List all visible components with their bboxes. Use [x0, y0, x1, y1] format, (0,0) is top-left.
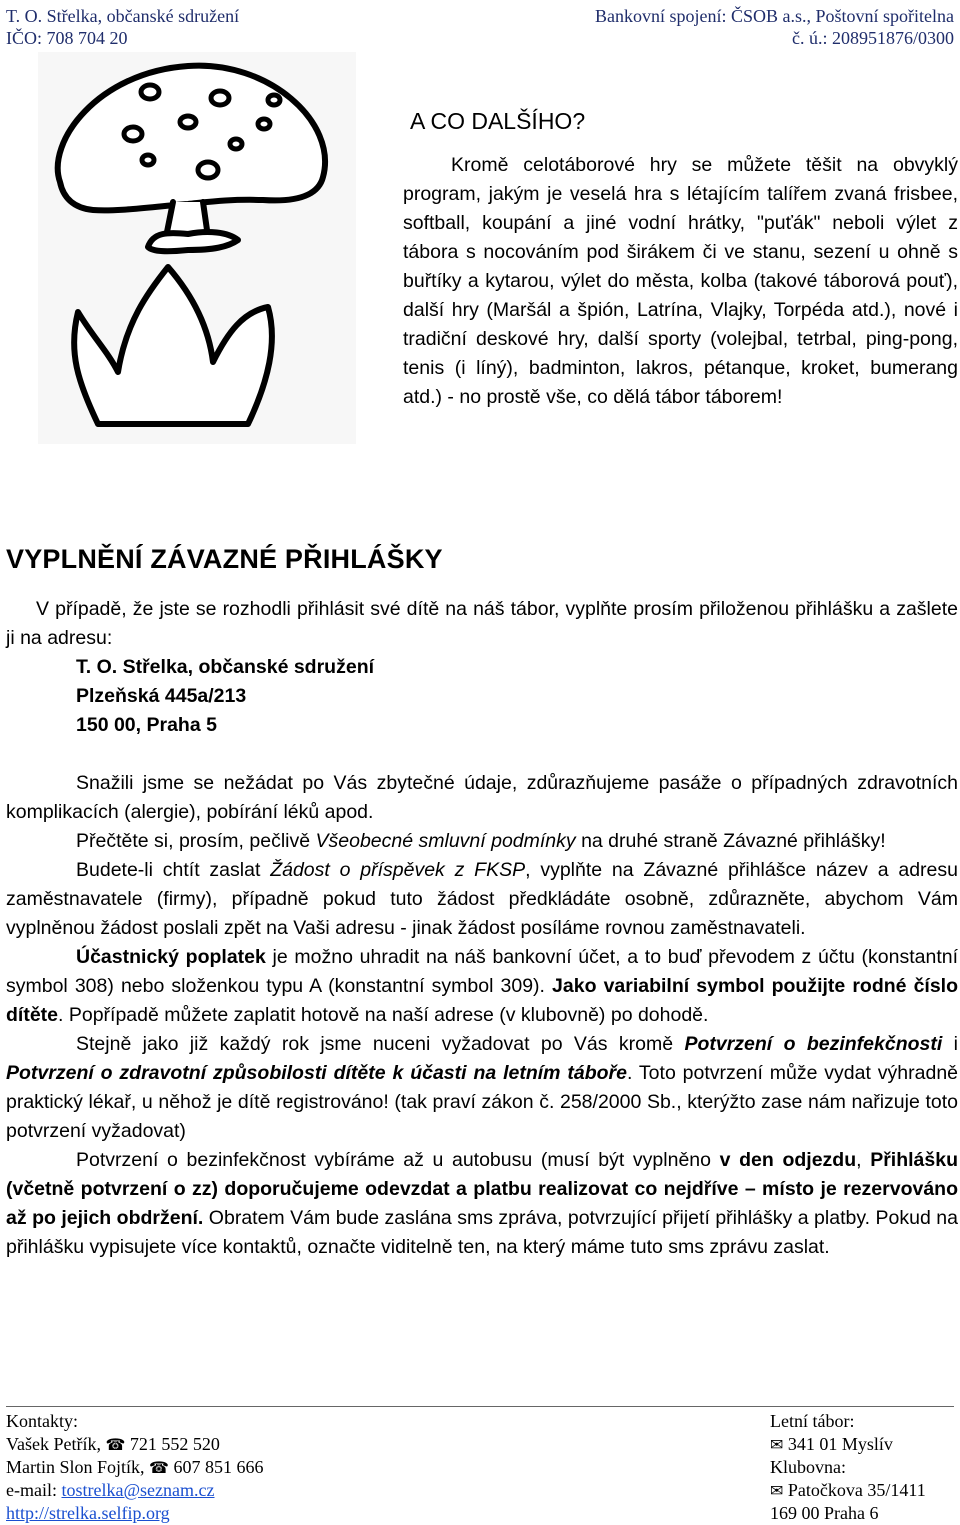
footer-divider: [6, 1406, 954, 1407]
email-row: e-mail: tostrelka@seznam.cz: [6, 1480, 215, 1500]
header-bank: Bankovní spojení: ČSOB a.s., Poštovní spořitelna: [594, 6, 954, 26]
paragraph-intro: V případě, že jste se rozhodli přihlásit své dítě na náš tábor, vyplňte prosím přiloženou přihlášku a zašlete ji na adresu:: [6, 598, 958, 649]
paragraph-fee: Účastnický poplatek je možno uhradit na náš bankovní účet, a to buď převodem z účtu (konstantní symbol 308) nebo složenkou typu A (konstantní symbol 309). Jako variabilní symbol použijte rodné číslo dítěte. Popřípadě můžete zaplatit hotově na naší adrese (v klubovně) po dohodě.: [6, 946, 959, 1026]
envelope-icon: ✉: [770, 1481, 784, 1500]
address-line-2: Plzeňská 445a/213: [76, 685, 247, 707]
paragraph-data: Snažili jsme se nežádat po Vás zbytečné údaje, zdůrazňujeme pasáže o případných zdravotních komplikacích (alergie), pobírání léků apod.: [6, 772, 958, 823]
contact-1: Vašek Petřík, ☎ 721 552 520: [6, 1434, 220, 1454]
footer-contacts: [6, 1410, 263, 1525]
paragraph-submission: Potvrzení o bezinfekčnost vybíráme až u autobusu (musí být vyplněno v den odjezdu, Přihlášku (včetně potvrzení o zz) doporučujeme odevzdat a platbu realizovat co nejdříve – místo je rezervováno až po jejich obdržení. Obratem Vám bude zaslána sms zpráva, potvrzující přijetí přihlášky a platby. Pokud na přihlášku vypisujete více kontaktů, označte viditelně ten, na který máme tuto sms zprávu zaslat.: [6, 1149, 958, 1258]
intro-paragraph: Kromě celotáborové hry se můžete těšit na obvyklý program, jakým je veselá hra s létajícím talířem zvaná frisbee, softball, koupání a jiné vodní hrátky, "puťák" neboli výlet z tábora s nocováním pod širákem či ve stanu, sezení u ohně s buřtíky a kytarou, výlet do města, kolba (takové táborová pouť), další hry (Maršál a špión, Latrína, Vlajky, Torpéda atd.), nové i tradiční deskové hry, další sporty (volejbal, tetrbal, ping-pong, tenis (i líný), badminton, lakros, pétanque, kroket, bumerang atd.) - no prostě vše, co dělá tábor táborem!: [403, 154, 958, 408]
address-line-3: 150 00, Praha 5: [76, 714, 217, 736]
mushroom-illustration: [38, 52, 356, 444]
club-label: Klubovna:: [770, 1457, 846, 1477]
conditions-link-text: Všeobecné smluvní podmínky: [315, 830, 576, 852]
club-street: ✉ Patočkova 35/1411: [770, 1480, 926, 1500]
address-line-1: T. O. Střelka, občanské sdružení: [76, 656, 375, 678]
club-city: 169 00 Praha 6: [770, 1503, 879, 1523]
paragraph-fksp: Budete-li chtít zaslat Žádost o příspěvek z FKSP, vyplňte na Závazné přihlášce název a adresu zaměstnavatele (firmy), případně pokud tuto žádost předkládáte osobně, zdůrazněte, abychom Vám vyplněnou žádost poslali zpět na Vaši adresu - jinak žádost posíláme rovnou zaměstnavateli.: [6, 859, 958, 939]
contact-2: Martin Slon Fojtík, ☎ 607 851 666: [6, 1457, 264, 1477]
header-account: č. ú.: 208951876/0300: [792, 28, 954, 48]
paragraph-certificates: Stejně jako již každý rok jsme nuceni vyžadovat po Vás kromě Potvrzení o bezinfekčnosti i Potvrzení o zdravotní způsobilosti dítěte k účasti na letním táboře. Toto potvrzení může vydat výhradně praktický lékař, u něhož je dítě registrováno! (tak praví zákon č. 258/2000 Sb., kterýžto zase nám nařizuje toto potvrzení vyžadovat): [6, 1033, 959, 1142]
envelope-icon: ✉: [770, 1435, 784, 1454]
header-ico: IČO: 708 704 20: [6, 28, 128, 48]
contacts-label: Kontakty:: [6, 1411, 78, 1431]
website-link[interactable]: http://strelka.selfip.org: [6, 1503, 170, 1523]
section-body: [6, 595, 958, 1262]
phone-icon: ☎: [105, 1435, 126, 1454]
paragraph-conditions: Přečtěte si, prosím, pečlivě Všeobecné smluvní podmínky na druhé straně Závazné přihlášky!: [76, 830, 886, 852]
camp-address: ✉ 341 01 Myslív: [770, 1434, 893, 1454]
intro-title: A CO DALŠÍHO?: [410, 108, 586, 134]
email-link[interactable]: tostrelka@seznam.cz: [61, 1480, 215, 1500]
mushroom-ring: [148, 232, 238, 251]
section-title: VYPLNĚNÍ ZÁVAZNÉ PŘIHLÁŠKY: [6, 544, 443, 574]
fksp-title: Žádost o příspěvek z FKSP: [270, 859, 526, 881]
header-org: T. O. Střelka, občanské sdružení: [6, 6, 240, 26]
footer-locations: [770, 1410, 926, 1525]
phone-icon: ☎: [149, 1458, 169, 1477]
camp-label: Letní tábor:: [770, 1411, 855, 1431]
